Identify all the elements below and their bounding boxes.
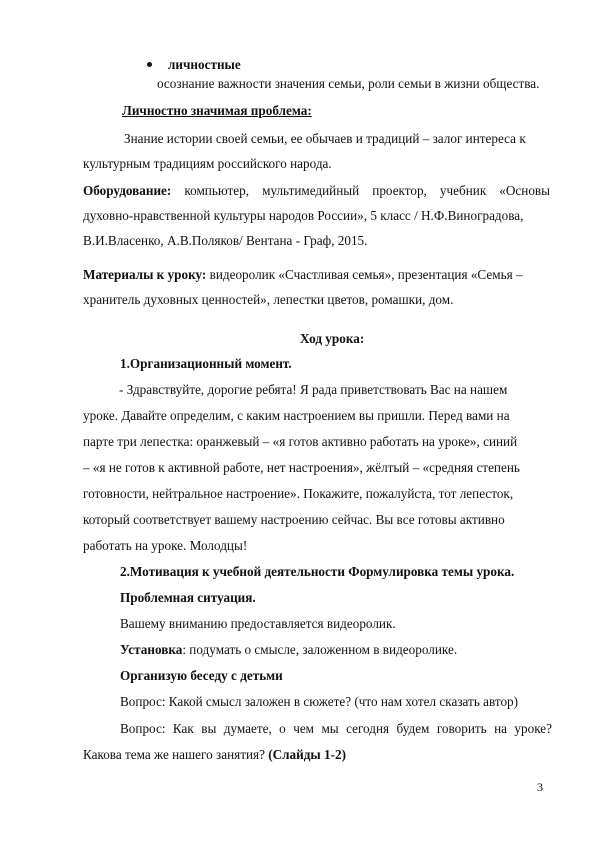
org-line-1: - Здравствуйте, дорогие ребята! Я рада приветствовать Вас на нашем <box>119 382 508 397</box>
bullet-label: личностные <box>168 57 241 72</box>
equipment-line-3: В.И.Власенко, А.В.Поляков/ Вентана - Граф, 2015. <box>83 233 368 248</box>
org-heading: 1.Организационный момент. <box>120 356 292 371</box>
org-line-4: – «я не готов к активной работе, нет настроения», жёлтый – «средняя степень <box>83 460 520 475</box>
problem-line-2: культурным традициям российского народа. <box>83 156 332 171</box>
org-line-5: готовности, нейтральное настроение». Покажите, пожалуйста, тот лепесток, <box>83 486 514 501</box>
org-line-2: уроке. Давайте определим, с каким настроением вы пришли. Перед вами на <box>83 408 510 423</box>
setup-line <box>120 642 457 658</box>
materials-line-1 <box>83 267 523 283</box>
equipment-text-1: компьютер, мультимедийный проектор, учебник «Основы <box>184 183 550 198</box>
problem-situation: Проблемная ситуация. <box>120 590 256 605</box>
question-2-line-2 <box>83 747 346 763</box>
slides-ref: (Слайды 1-2) <box>268 747 346 762</box>
setup-text: : подумать о смысле, заложенном в видеоролике. <box>182 642 458 657</box>
org-line-3: парте три лепестка: оранжевый – «я готов активно работать на уроке», синий <box>83 434 518 449</box>
setup-label: Установка <box>120 642 183 657</box>
equipment-label: Оборудование: <box>83 183 172 198</box>
question-1: Вопрос: Какой смысл заложен в сюжете? (что нам хотел сказать автор) <box>120 694 519 709</box>
materials-text-1: видеоролик «Счастливая семья», презентация «Семья – <box>209 267 523 282</box>
attention-text: Вашему вниманию предоставляется видеоролик. <box>120 616 396 631</box>
problem-line-1: Знание истории своей семьи, ее обычаев и традиций – залог интереса к <box>124 131 526 146</box>
question-2-line-1: Вопрос: Как вы думаете, о чем мы сегодня будем говорить на уроке? <box>120 721 552 736</box>
bullet-text: осознание важности значения семьи, роли семьи в жизни общества. <box>157 76 540 91</box>
page-number: 3 <box>537 780 543 794</box>
bullet-dot-icon <box>147 62 152 67</box>
org-line-7: работать на уроке. Молодцы! <box>83 538 248 553</box>
org-line-6: который соответствует вашему настроению сейчас. Вы все готовы активно <box>83 512 505 527</box>
equipment-line-1 <box>83 183 550 199</box>
motivation-heading: 2.Мотивация к учебной деятельности Формулировка темы урока. <box>120 564 515 579</box>
materials-label: Материалы к уроку: <box>83 267 207 282</box>
materials-line-2: хранитель духовных ценностей», лепестки цветов, ромашки, дом. <box>83 292 454 307</box>
lesson-heading: Ход урока: <box>300 331 365 346</box>
conversation-heading: Организую беседу с детьми <box>120 668 283 683</box>
question-2-text: Какова тема же нашего занятия? <box>83 747 269 762</box>
equipment-line-2: духовно-нравственной культуры народов России», 5 класс / Н.Ф.Виноградова, <box>83 208 524 223</box>
problem-heading: Личностно значимая проблема: <box>122 103 312 118</box>
